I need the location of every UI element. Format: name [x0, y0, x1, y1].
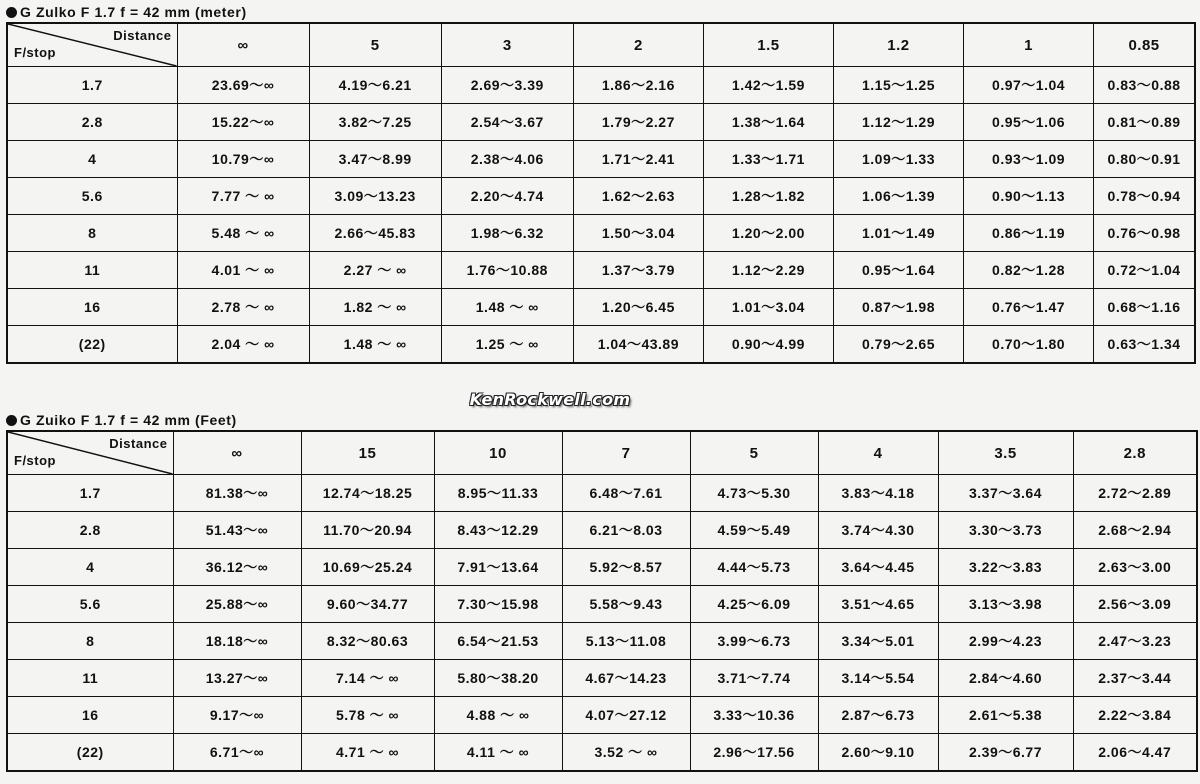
range-cell: 4.71 ～ ∞ [301, 734, 434, 772]
range-cell: 8.32～80.63 [301, 623, 434, 660]
range-cell: 1.98～6.32 [441, 215, 573, 252]
range-cell: 1.06～1.39 [833, 178, 963, 215]
table-row [7, 289, 1195, 326]
meter-title: G Zulko F 1.7 f = 42 mm (meter) [6, 2, 1196, 22]
range-cell: 15.22～∞ [177, 104, 309, 141]
column-header: 0.85 [1094, 23, 1195, 67]
range-cell: 2.72～2.89 [1073, 475, 1197, 512]
range-cell: 2.69～3.39 [441, 67, 573, 104]
range-cell: 10.79～∞ [177, 141, 309, 178]
column-header: 3 [441, 23, 573, 67]
range-cell: 5.58～9.43 [562, 586, 690, 623]
column-header: 5 [309, 23, 441, 67]
range-cell: 0.70～1.80 [964, 326, 1094, 364]
range-cell: 2.99～4.23 [938, 623, 1073, 660]
column-header: 5 [690, 431, 818, 475]
range-cell: 2.56～3.09 [1073, 586, 1197, 623]
range-cell: 23.69～∞ [177, 67, 309, 104]
range-cell: 2.22～3.84 [1073, 697, 1197, 734]
range-cell: 2.06～4.47 [1073, 734, 1197, 772]
table-row [7, 512, 1197, 549]
range-cell: 0.68～1.16 [1094, 289, 1195, 326]
range-cell: 4.88 ～ ∞ [434, 697, 562, 734]
range-cell: 4.67～14.23 [562, 660, 690, 697]
range-cell: 2.68～2.94 [1073, 512, 1197, 549]
range-cell: 2.04 ～ ∞ [177, 326, 309, 364]
range-cell: 2.87～6.73 [818, 697, 938, 734]
bullet-icon [6, 415, 17, 426]
range-cell: 2.37～3.44 [1073, 660, 1197, 697]
column-header: 1.5 [703, 23, 833, 67]
table-row [7, 104, 1195, 141]
range-cell: 0.78～0.94 [1094, 178, 1195, 215]
fstop-cell: 2.8 [7, 512, 173, 549]
range-cell: 0.95～1.06 [964, 104, 1094, 141]
range-cell: 6.71～∞ [173, 734, 301, 772]
range-cell: 3.09～13.23 [309, 178, 441, 215]
range-cell: 9.60～34.77 [301, 586, 434, 623]
range-cell: 3.14～5.54 [818, 660, 938, 697]
column-header: 4 [818, 431, 938, 475]
range-cell: 0.76～1.47 [964, 289, 1094, 326]
range-cell: 3.83～4.18 [818, 475, 938, 512]
feet-title: G Zuiko F 1.7 f = 42 mm (Feet) [6, 410, 1196, 430]
range-cell: 5.92～8.57 [562, 549, 690, 586]
column-header: 1 [964, 23, 1094, 67]
range-cell: 8.43～12.29 [434, 512, 562, 549]
corner-fstop-label: F/stop [14, 453, 56, 468]
corner-distance-label: Distance [109, 436, 168, 451]
range-cell: 0.95～1.64 [833, 252, 963, 289]
fstop-cell: 8 [7, 623, 173, 660]
range-cell: 6.48～7.61 [562, 475, 690, 512]
range-cell: 2.66～45.83 [309, 215, 441, 252]
watermark: KenRockwell.com [469, 390, 631, 409]
range-cell: 2.27 ～ ∞ [309, 252, 441, 289]
table-row [7, 326, 1195, 364]
range-cell: 1.82 ～ ∞ [309, 289, 441, 326]
range-cell: 12.74～18.25 [301, 475, 434, 512]
range-cell: 2.38～4.06 [441, 141, 573, 178]
column-header: ∞ [177, 23, 309, 67]
range-cell: 9.17～∞ [173, 697, 301, 734]
range-cell: 5.13～11.08 [562, 623, 690, 660]
fstop-cell: (22) [7, 734, 173, 772]
range-cell: 0.83～0.88 [1094, 67, 1195, 104]
column-header: 2.8 [1073, 431, 1197, 475]
range-cell: 4.19～6.21 [309, 67, 441, 104]
corner-fstop-label: F/stop [14, 45, 56, 60]
range-cell: 1.01～1.49 [833, 215, 963, 252]
bullet-icon [6, 7, 17, 18]
range-cell: 1.12～1.29 [833, 104, 963, 141]
range-cell: 7.14 ～ ∞ [301, 660, 434, 697]
meter-corner-cell [7, 23, 177, 67]
feet-dof-table [6, 430, 1198, 772]
column-header: 2 [573, 23, 703, 67]
table-row [7, 178, 1195, 215]
column-header: 10 [434, 431, 562, 475]
range-cell: 2.63～3.00 [1073, 549, 1197, 586]
range-cell: 2.54～3.67 [441, 104, 573, 141]
range-cell: 25.88～∞ [173, 586, 301, 623]
column-header: 15 [301, 431, 434, 475]
range-cell: 1.20～2.00 [703, 215, 833, 252]
range-cell: 3.52 ～ ∞ [562, 734, 690, 772]
feet-header-row [7, 431, 1197, 475]
table-row [7, 475, 1197, 512]
range-cell: 18.18～∞ [173, 623, 301, 660]
range-cell: 81.38～∞ [173, 475, 301, 512]
table-row [7, 67, 1195, 104]
range-cell: 0.82～1.28 [964, 252, 1094, 289]
range-cell: 0.93～1.09 [964, 141, 1094, 178]
range-cell: 1.50～3.04 [573, 215, 703, 252]
range-cell: 1.79～2.27 [573, 104, 703, 141]
range-cell: 0.87～1.98 [833, 289, 963, 326]
range-cell: 1.28～1.82 [703, 178, 833, 215]
range-cell: 1.86～2.16 [573, 67, 703, 104]
range-cell: 1.04～43.89 [573, 326, 703, 364]
range-cell: 0.76～0.98 [1094, 215, 1195, 252]
range-cell: 3.99～6.73 [690, 623, 818, 660]
column-header: 7 [562, 431, 690, 475]
range-cell: 1.01～3.04 [703, 289, 833, 326]
fstop-cell: 1.7 [7, 67, 177, 104]
fstop-cell: 5.6 [7, 178, 177, 215]
range-cell: 0.80～0.91 [1094, 141, 1195, 178]
fstop-cell: 4 [7, 549, 173, 586]
range-cell: 3.33～10.36 [690, 697, 818, 734]
fstop-cell: 4 [7, 141, 177, 178]
range-cell: 1.12～2.29 [703, 252, 833, 289]
range-cell: 4.01 ～ ∞ [177, 252, 309, 289]
range-cell: 1.09～1.33 [833, 141, 963, 178]
range-cell: 3.51～4.65 [818, 586, 938, 623]
range-cell: 4.59～5.49 [690, 512, 818, 549]
range-cell: 5.78 ～ ∞ [301, 697, 434, 734]
range-cell: 0.90～1.13 [964, 178, 1094, 215]
range-cell: 7.91～13.64 [434, 549, 562, 586]
range-cell: 10.69～25.24 [301, 549, 434, 586]
range-cell: 3.34～5.01 [818, 623, 938, 660]
range-cell: 1.38～1.64 [703, 104, 833, 141]
range-cell: 1.15～1.25 [833, 67, 963, 104]
fstop-cell: 16 [7, 697, 173, 734]
table-row [7, 586, 1197, 623]
table-row [7, 734, 1197, 772]
range-cell: 11.70～20.94 [301, 512, 434, 549]
range-cell: 2.60～9.10 [818, 734, 938, 772]
range-cell: 5.48 ～ ∞ [177, 215, 309, 252]
range-cell: 0.72～1.04 [1094, 252, 1195, 289]
range-cell: 1.25 ～ ∞ [441, 326, 573, 364]
fstop-cell: 5.6 [7, 586, 173, 623]
range-cell: 1.42～1.59 [703, 67, 833, 104]
range-cell: 0.81～0.89 [1094, 104, 1195, 141]
feet-section [6, 410, 1196, 772]
meter-section [6, 2, 1196, 364]
range-cell: 3.64～4.45 [818, 549, 938, 586]
table-row [7, 697, 1197, 734]
feet-corner-cell [7, 431, 173, 475]
fstop-cell: 16 [7, 289, 177, 326]
range-cell: 0.63～1.34 [1094, 326, 1195, 364]
column-header: 3.5 [938, 431, 1073, 475]
range-cell: 1.48 ～ ∞ [309, 326, 441, 364]
range-cell: 3.13～3.98 [938, 586, 1073, 623]
range-cell: 4.73～5.30 [690, 475, 818, 512]
range-cell: 2.20～4.74 [441, 178, 573, 215]
range-cell: 8.95～11.33 [434, 475, 562, 512]
range-cell: 3.22～3.83 [938, 549, 1073, 586]
range-cell: 3.74～4.30 [818, 512, 938, 549]
range-cell: 1.48 ～ ∞ [441, 289, 573, 326]
range-cell: 4.07～27.12 [562, 697, 690, 734]
column-header: ∞ [173, 431, 301, 475]
range-cell: 0.86～1.19 [964, 215, 1094, 252]
range-cell: 3.37～3.64 [938, 475, 1073, 512]
range-cell: 1.71～2.41 [573, 141, 703, 178]
fstop-cell: 11 [7, 660, 173, 697]
range-cell: 0.79～2.65 [833, 326, 963, 364]
fstop-cell: 8 [7, 215, 177, 252]
range-cell: 51.43～∞ [173, 512, 301, 549]
range-cell: 3.30～3.73 [938, 512, 1073, 549]
range-cell: 2.78 ～ ∞ [177, 289, 309, 326]
range-cell: 13.27～∞ [173, 660, 301, 697]
table-row [7, 141, 1195, 178]
range-cell: 6.54～21.53 [434, 623, 562, 660]
fstop-cell: (22) [7, 326, 177, 364]
corner-distance-label: Distance [113, 28, 172, 43]
range-cell: 3.71～7.74 [690, 660, 818, 697]
range-cell: 2.39～6.77 [938, 734, 1073, 772]
range-cell: 5.80～38.20 [434, 660, 562, 697]
range-cell: 4.25～6.09 [690, 586, 818, 623]
range-cell: 7.77 ～ ∞ [177, 178, 309, 215]
range-cell: 1.62～2.63 [573, 178, 703, 215]
fstop-cell: 11 [7, 252, 177, 289]
table-row [7, 215, 1195, 252]
column-header: 1.2 [833, 23, 963, 67]
fstop-cell: 2.8 [7, 104, 177, 141]
table-row [7, 549, 1197, 586]
range-cell: 2.61～5.38 [938, 697, 1073, 734]
range-cell: 1.33～1.71 [703, 141, 833, 178]
range-cell: 36.12～∞ [173, 549, 301, 586]
range-cell: 3.47～8.99 [309, 141, 441, 178]
range-cell: 6.21～8.03 [562, 512, 690, 549]
table-row [7, 660, 1197, 697]
range-cell: 2.47～3.23 [1073, 623, 1197, 660]
range-cell: 1.37～3.79 [573, 252, 703, 289]
range-cell: 1.76～10.88 [441, 252, 573, 289]
range-cell: 0.90～4.99 [703, 326, 833, 364]
range-cell: 4.44～5.73 [690, 549, 818, 586]
range-cell: 3.82～7.25 [309, 104, 441, 141]
meter-dof-table [6, 22, 1196, 364]
range-cell: 4.11 ～ ∞ [434, 734, 562, 772]
table-row [7, 252, 1195, 289]
range-cell: 7.30～15.98 [434, 586, 562, 623]
meter-header-row [7, 23, 1195, 67]
range-cell: 1.20～6.45 [573, 289, 703, 326]
range-cell: 2.84～4.60 [938, 660, 1073, 697]
range-cell: 2.96～17.56 [690, 734, 818, 772]
fstop-cell: 1.7 [7, 475, 173, 512]
range-cell: 0.97～1.04 [964, 67, 1094, 104]
table-row [7, 623, 1197, 660]
